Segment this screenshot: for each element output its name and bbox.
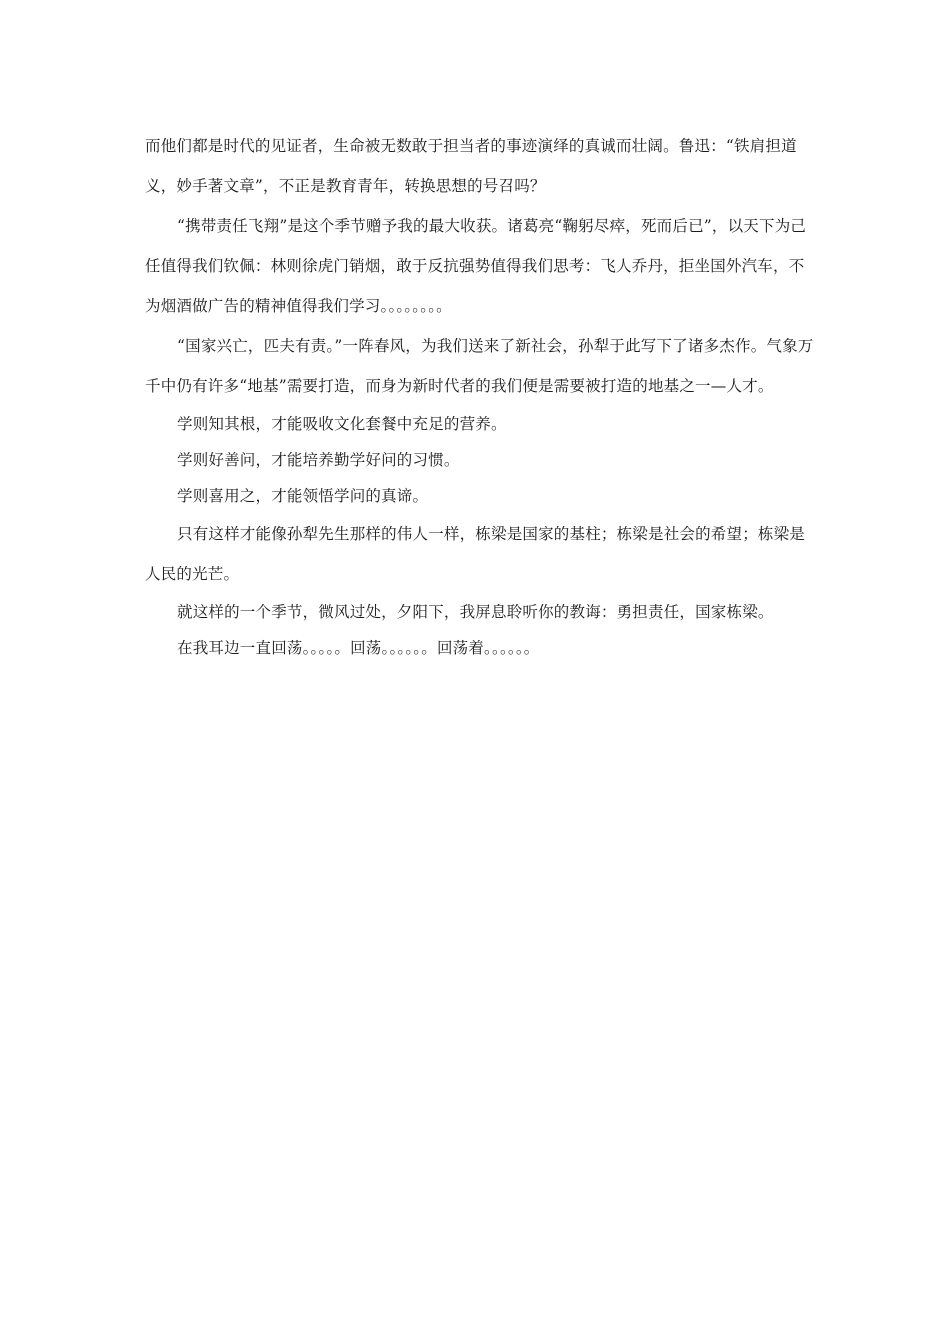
paragraph-2: “携带责任飞翔”是这个季节赠予我的最大收获。诸葛亮“鞠躬尽瘁，死而后已”，以天下为己任值得我们钦佩：林则徐虎门销烟，敢于反抗强势值得我们思考：飞人乔丹，拒坐国外汽车，不为烟酒做广告的精神值得我们学习。。。。。。。。 xyxy=(145,217,807,315)
paragraph-3: “国家兴亡，匹夫有责。”一阵春风，为我们送来了新社会，孙犁于此写下了诸多杰作。气象万千中仍有许多“地基”需要打造，而身为新时代者的我们便是需要被打造的地基之一—人才。 xyxy=(145,337,814,395)
paragraph-5: 学则好善问，才能培养勤学好问的习惯。 xyxy=(177,451,460,469)
paragraph-1: 而他们都是时代的见证者，生命被无数敢于担当者的事迹演绎的真诚而壮阔。鲁迅：“铁肩担道义，妙手著文章”，不正是教育青年，转换思想的号召吗？ xyxy=(145,137,797,195)
essay-body xyxy=(145,126,817,666)
paragraph-6: 学则喜用之，才能领悟学问的真谛。 xyxy=(177,487,429,505)
paragraph-4: 学则知其根，才能吸收文化套餐中充足的营养。 xyxy=(177,415,507,433)
paragraph-8: 就这样的一个季节，微风过处，夕阳下，我屏息聆听你的教诲：勇担责任，国家栋梁。 xyxy=(177,603,774,621)
paragraph-9: 在我耳边一直回荡。。。。。回荡。。。。。。回荡着。。。。。。 xyxy=(177,639,540,657)
paragraph-7: 只有这样才能像孙犁先生那样的伟人一样，栋梁是国家的基柱；栋梁是社会的希望；栋梁是人民的光芒。 xyxy=(145,525,806,583)
